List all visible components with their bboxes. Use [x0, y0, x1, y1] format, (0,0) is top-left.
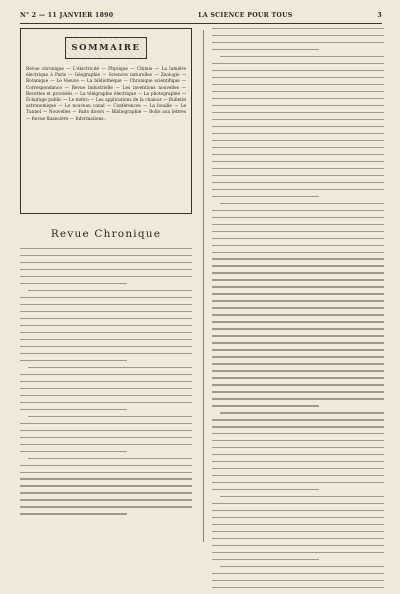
header-rule [20, 23, 382, 24]
sommaire-contents: Revue chronique — L'électricité — Physique — Chimie — La lumière électrique à Paris — Géographie — Sciences naturelles — Zoologie — Botanique — Le Vesuve — La bibliothèque — Chronique scientifique — Correspondance — Revue industrielle — Les inventions nouvelles — Recettes et procédés — La télégraphie électrique — La photographie — Éclairage public — Le métro — Les applications de la chaleur — Bulletin astronomique — Le nouveau canal — Conférences — La houille — Le Tunnel — Nouvelles — Faits divers — Bibliographie — Boîte aux lettres — Revue financière — Informations. [26, 67, 186, 122]
left-article-body [20, 248, 192, 515]
left-column [20, 28, 192, 520]
page-header [20, 9, 382, 21]
sommaire-banner [65, 37, 147, 59]
revue-chronique-title: Revue Chronique [50, 228, 162, 240]
right-article-body [212, 28, 384, 588]
column-divider [203, 30, 204, 542]
issue-date: N° 2 — 11 JANVIER 1890 [20, 11, 114, 19]
sommaire-title: SOMMAIRE [71, 43, 141, 53]
sommaire-box [20, 28, 192, 214]
right-column [212, 28, 384, 594]
page-number: 3 [377, 11, 382, 19]
journal-title: LA SCIENCE POUR TOUS [198, 11, 293, 19]
